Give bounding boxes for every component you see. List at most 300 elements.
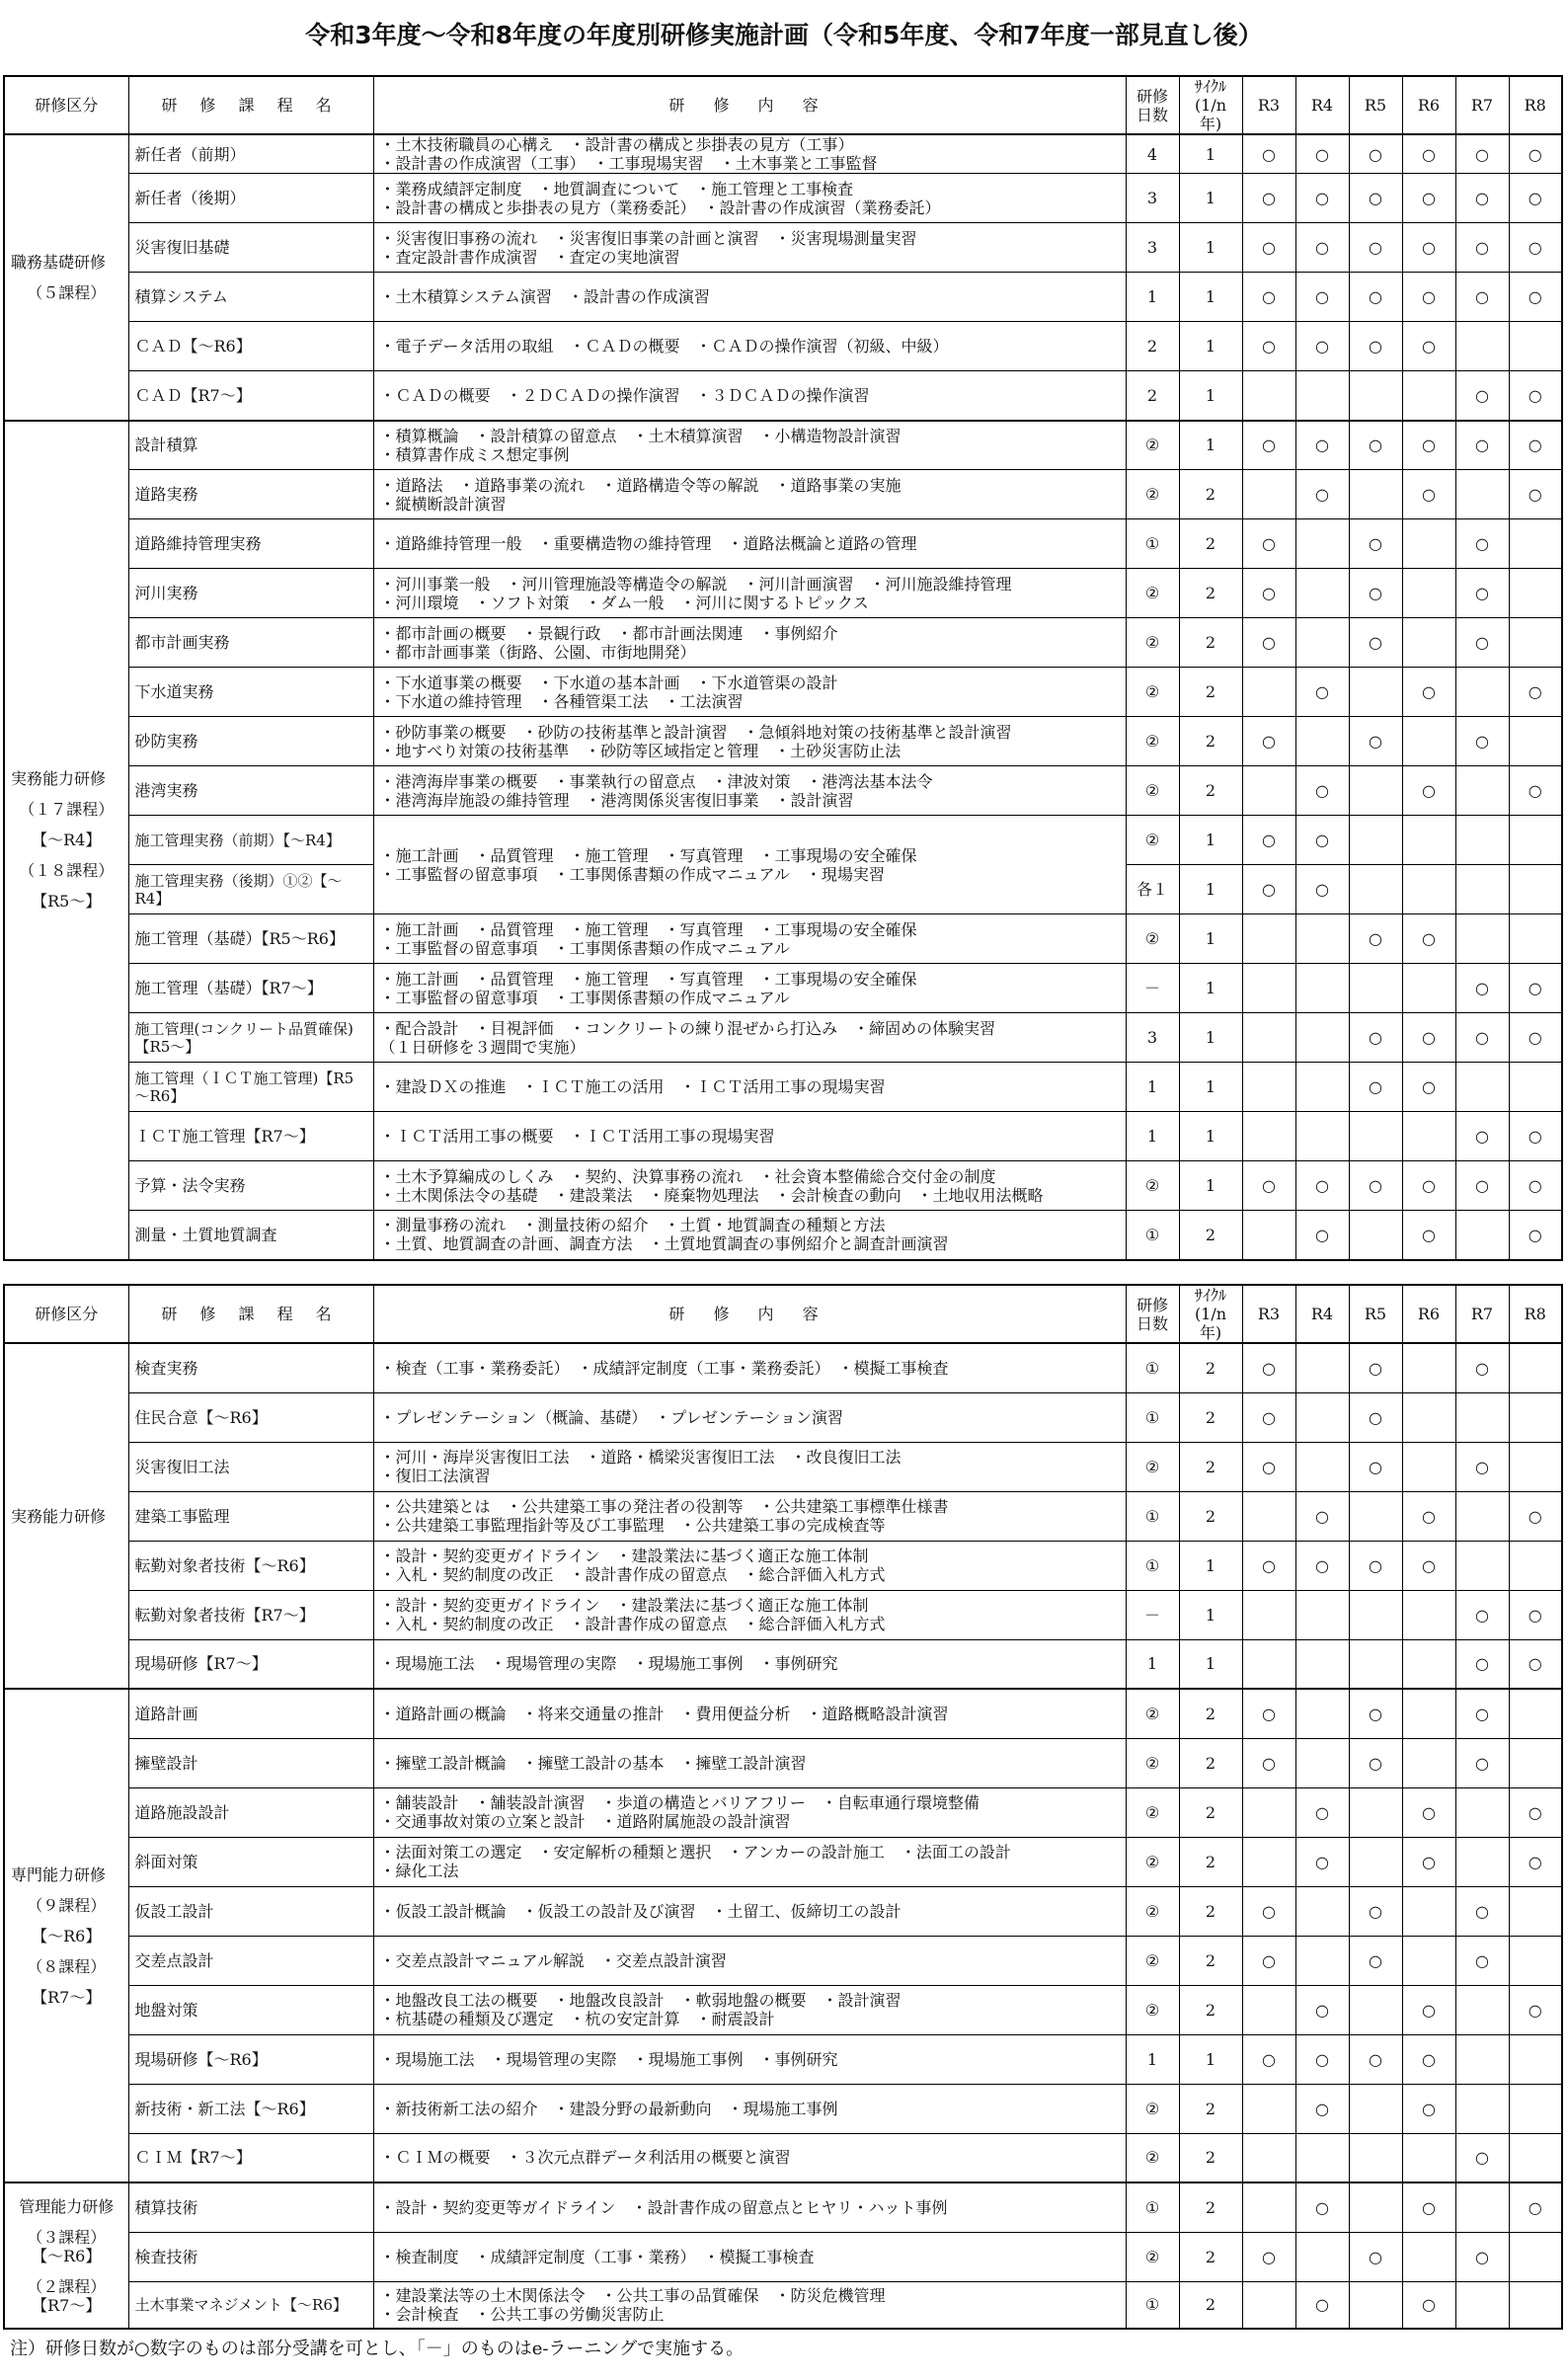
course-name: 検査実務 xyxy=(128,1343,373,1392)
course-name: 積算技術 xyxy=(128,2182,373,2232)
year-R5-mark: ○ xyxy=(1349,1392,1402,1442)
year-R7-mark: ○ xyxy=(1455,223,1509,273)
course-content xyxy=(373,1161,1126,1211)
year-R5-mark: ○ xyxy=(1349,1738,1402,1787)
course-name: 砂防実務 xyxy=(128,717,373,766)
year-R3-mark xyxy=(1242,2084,1295,2133)
training-days: 3 xyxy=(1126,223,1179,273)
year-R4-mark xyxy=(1295,964,1349,1013)
course-row xyxy=(4,421,1562,470)
year-R4-mark xyxy=(1295,1689,1349,1738)
footnote: 注）研修日数が○数字のものは部分受講を可とし、「－」のものはe-ラーニングで実施する。 xyxy=(10,2339,745,2359)
cycle-years: 1 xyxy=(1179,1112,1242,1161)
content-line: ・設計・契約変更ガイドライン ・建設業法に基づく適正な施工体制 xyxy=(379,1596,869,1615)
year-R3-mark xyxy=(1242,1491,1295,1541)
year-R6-mark xyxy=(1402,2133,1455,2182)
training-days: 各１ xyxy=(1126,865,1179,914)
course-row xyxy=(4,1689,1562,1738)
cycle-years: 2 xyxy=(1179,1491,1242,1541)
training-days: ② xyxy=(1126,470,1179,519)
year-R6-mark xyxy=(1402,618,1455,668)
year-R8-mark xyxy=(1509,1886,1562,1936)
course-name: 予算・法令実務 xyxy=(128,1161,373,1211)
year-R4-mark xyxy=(1295,1013,1349,1063)
year-R5-mark: ○ xyxy=(1349,134,1402,174)
training-days: ② xyxy=(1126,2084,1179,2133)
category-line xyxy=(11,849,122,861)
year-R3-mark xyxy=(1242,668,1295,717)
year-R3-mark xyxy=(1242,964,1295,1013)
course-content xyxy=(373,470,1126,519)
content-line: ・災害復旧事務の流れ ・災害復旧事業の計画と演習 ・災害現場測量実習 xyxy=(379,228,917,248)
cycle-years: 1 xyxy=(1179,174,1242,223)
cycle-years: 2 xyxy=(1179,2084,1242,2133)
course-row xyxy=(4,717,1562,766)
content-line: ・会計検査 ・公共工事の労働災害防止 xyxy=(379,2304,665,2324)
course-name: 新任者（後期） xyxy=(128,174,373,223)
category-line xyxy=(11,2216,122,2228)
course-row xyxy=(4,1886,1562,1936)
content-line: ・建設業法等の土木関係法令 ・公共工事の品質確保 ・防災危機管理 xyxy=(379,2285,886,2305)
year-R5-mark: ○ xyxy=(1349,1343,1402,1392)
course-name: 仮設工設計 xyxy=(128,1886,373,1936)
course-row xyxy=(4,2281,1562,2329)
year-R6-mark: ○ xyxy=(1402,1491,1455,1541)
course-content xyxy=(373,618,1126,668)
course-content xyxy=(373,1491,1126,1541)
year-R4-mark xyxy=(1295,1063,1349,1112)
year-R7-mark: ○ xyxy=(1455,519,1509,569)
content-line: ・現場施工法 ・現場管理の実際 ・現場施工事例 ・事例研究 xyxy=(379,1654,838,1674)
content-line: ・地すべり対策の技術基準 ・砂防等区域指定と管理 ・土砂災害防止法 xyxy=(379,741,902,760)
cycle-years: 2 xyxy=(1179,1442,1242,1491)
year-R7-mark: ○ xyxy=(1455,1886,1509,1936)
course-row xyxy=(4,2034,1562,2084)
content-line: ・緑化工法 xyxy=(379,1862,459,1880)
course-row xyxy=(4,766,1562,816)
course-row xyxy=(4,2084,1562,2133)
year-R8-mark: ○ xyxy=(1509,470,1562,519)
cycle-years: 2 xyxy=(1179,2182,1242,2232)
year-R6-mark: ○ xyxy=(1402,2281,1455,2329)
year-R6-mark: ○ xyxy=(1402,134,1455,174)
header-year-R4: R4 xyxy=(1295,1285,1349,1343)
year-R3-mark xyxy=(1242,1112,1295,1161)
course-name: 検査技術 xyxy=(128,2232,373,2281)
year-R7-mark xyxy=(1455,1392,1509,1442)
training-plan-table-1 xyxy=(3,75,1563,1261)
year-R3-mark: ○ xyxy=(1242,1689,1295,1738)
year-R4-mark xyxy=(1295,1639,1349,1689)
course-name: 積算システム xyxy=(128,273,373,322)
year-R7-mark xyxy=(1455,2084,1509,2133)
year-R7-mark xyxy=(1455,470,1509,519)
year-R7-mark: ○ xyxy=(1455,1013,1509,1063)
year-R6-mark: ○ xyxy=(1402,2084,1455,2133)
year-R8-mark xyxy=(1509,2232,1562,2281)
year-R6-mark xyxy=(1402,816,1455,865)
content-line: ・下水道の維持管理 ・各種管渠工法 ・工法演習 xyxy=(379,691,744,711)
course-row xyxy=(4,1491,1562,1541)
course-content xyxy=(373,2182,1126,2232)
course-content xyxy=(373,174,1126,223)
course-content xyxy=(373,322,1126,371)
year-R4-mark: ○ xyxy=(1295,470,1349,519)
year-R8-mark xyxy=(1509,717,1562,766)
cycle-years: 2 xyxy=(1179,2232,1242,2281)
year-R6-mark xyxy=(1402,865,1455,914)
course-row xyxy=(4,322,1562,371)
year-R5-mark: ○ xyxy=(1349,1689,1402,1738)
year-R3-mark: ○ xyxy=(1242,2034,1295,2084)
year-R3-mark xyxy=(1242,1211,1295,1260)
year-R5-mark: ○ xyxy=(1349,1442,1402,1491)
training-days: ② xyxy=(1126,1689,1179,1738)
year-R7-mark xyxy=(1455,322,1509,371)
year-R3-mark: ○ xyxy=(1242,2232,1295,2281)
content-line: ・プレゼンテーション（概論、基礎） ・プレゼンテーション演習 xyxy=(379,1407,843,1427)
year-R4-mark xyxy=(1295,1112,1349,1161)
content-line: ・河川・海岸災害復旧工法 ・道路・橋梁災害復旧工法 ・改良復旧工法 xyxy=(379,1448,902,1467)
year-R4-mark xyxy=(1295,1442,1349,1491)
course-content xyxy=(373,1837,1126,1886)
year-R8-mark: ○ xyxy=(1509,1211,1562,1260)
year-R4-mark: ○ xyxy=(1295,174,1349,223)
course-content xyxy=(373,1689,1126,1738)
course-content xyxy=(373,1541,1126,1590)
content-line: ・港湾海岸事業の概要 ・事業執行の留意点 ・津波対策 ・港湾法基本法令 xyxy=(379,771,933,791)
training-days: 3 xyxy=(1126,174,1179,223)
year-R6-mark: ○ xyxy=(1402,766,1455,816)
content-line: ・査定設計書作成演習 ・査定の実地演習 xyxy=(379,247,680,267)
year-R4-mark: ○ xyxy=(1295,865,1349,914)
training-days: ② xyxy=(1126,1787,1179,1837)
header-year-R5: R5 xyxy=(1349,1285,1402,1343)
training-days: 1 xyxy=(1126,1639,1179,1689)
year-R6-mark xyxy=(1402,1112,1455,1161)
year-R8-mark xyxy=(1509,865,1562,914)
year-R6-mark: ○ xyxy=(1402,1211,1455,1260)
content-line: ・縦横断設計演習 xyxy=(379,494,507,514)
course-name: ＣＡＤ【～R6】 xyxy=(128,322,373,371)
year-R4-mark: ○ xyxy=(1295,816,1349,865)
content-line: ・施工計画 ・品質管理 ・施工管理 ・写真管理 ・工事現場の安全確保 xyxy=(379,919,917,939)
training-days: 2 xyxy=(1126,322,1179,371)
year-R4-mark xyxy=(1295,1886,1349,1936)
cycle-years: 1 xyxy=(1179,1013,1242,1063)
year-R3-mark: ○ xyxy=(1242,1161,1295,1211)
category-line xyxy=(11,1915,122,1927)
year-R3-mark: ○ xyxy=(1242,717,1295,766)
year-R4-mark xyxy=(1295,519,1349,569)
category-line: 【R7～】 xyxy=(32,1987,102,2007)
course-content xyxy=(373,1343,1126,1392)
year-R6-mark: ○ xyxy=(1402,322,1455,371)
category-line xyxy=(11,2265,122,2277)
year-R8-mark: ○ xyxy=(1509,174,1562,223)
year-R4-mark: ○ xyxy=(1295,2182,1349,2232)
year-R7-mark xyxy=(1455,766,1509,816)
year-R5-mark: ○ xyxy=(1349,1013,1402,1063)
year-R3-mark xyxy=(1242,2281,1295,2329)
year-R6-mark: ○ xyxy=(1402,668,1455,717)
year-R5-mark xyxy=(1349,766,1402,816)
training-days: ① xyxy=(1126,519,1179,569)
year-R5-mark xyxy=(1349,1211,1402,1260)
year-R7-mark: ○ xyxy=(1455,1343,1509,1392)
year-R8-mark: ○ xyxy=(1509,766,1562,816)
year-R6-mark: ○ xyxy=(1402,2034,1455,2084)
year-R4-mark: ○ xyxy=(1295,223,1349,273)
year-R3-mark xyxy=(1242,2133,1295,2182)
year-R8-mark: ○ xyxy=(1509,2182,1562,2232)
year-R3-mark: ○ xyxy=(1242,134,1295,174)
cycle-years: 2 xyxy=(1179,1343,1242,1392)
cycle-years: 1 xyxy=(1179,1161,1242,1211)
content-line: ・土木技術職員の心構え ・設計書の構成と歩掛表の見方（工事） xyxy=(379,135,854,154)
category-line: 職務基礎研修 xyxy=(11,252,107,272)
year-R7-mark: ○ xyxy=(1455,569,1509,618)
content-line: ・現場施工法 ・現場管理の実際 ・現場施工事例 ・事例研究 xyxy=(379,2049,838,2069)
course-name: 道路実務 xyxy=(128,470,373,519)
year-R5-mark xyxy=(1349,2133,1402,2182)
course-name: 施工管理（基礎）【R5～R6】 xyxy=(128,914,373,964)
course-name: ＩＣＴ施工管理【R7～】 xyxy=(128,1112,373,1161)
year-R8-mark xyxy=(1509,2084,1562,2133)
year-R3-mark xyxy=(1242,1013,1295,1063)
course-row xyxy=(4,174,1562,223)
year-R8-mark: ○ xyxy=(1509,273,1562,322)
training-days: 2 xyxy=(1126,371,1179,421)
course-row xyxy=(4,668,1562,717)
training-days: ② xyxy=(1126,2133,1179,2182)
header-year-R8: R8 xyxy=(1509,76,1562,134)
year-R7-mark: ○ xyxy=(1455,1112,1509,1161)
year-R5-mark: ○ xyxy=(1349,174,1402,223)
training-days: ② xyxy=(1126,914,1179,964)
content-line: ・道路計画の概論 ・将来交通量の推計 ・費用便益分析 ・道路概略設計演習 xyxy=(379,1704,949,1723)
course-name: 災害復旧基礎 xyxy=(128,223,373,273)
category-cell xyxy=(4,2182,128,2329)
cycle-years: 2 xyxy=(1179,1985,1242,2034)
content-line: ・設計・契約変更ガイドライン ・建設業法に基づく適正な施工体制 xyxy=(379,1547,869,1565)
cycle-years: 2 xyxy=(1179,1787,1242,1837)
year-R8-mark xyxy=(1509,569,1562,618)
training-days: ① xyxy=(1126,1343,1179,1392)
year-R3-mark: ○ xyxy=(1242,1442,1295,1491)
course-content xyxy=(373,1013,1126,1063)
training-days: ② xyxy=(1126,1442,1179,1491)
training-days: ② xyxy=(1126,2232,1179,2281)
year-R4-mark xyxy=(1295,618,1349,668)
content-line: ・港湾海岸施設の維持管理 ・港湾関係災害復旧事業 ・設計演習 xyxy=(379,790,854,810)
year-R6-mark: ○ xyxy=(1402,470,1455,519)
year-R3-mark: ○ xyxy=(1242,816,1295,865)
year-R8-mark xyxy=(1509,322,1562,371)
year-R3-mark xyxy=(1242,371,1295,421)
year-R6-mark: ○ xyxy=(1402,1985,1455,2034)
content-line: ・検査制度 ・成績評定制度（工事・業務） ・模擬工事検査 xyxy=(379,2247,815,2266)
cycle-years: 2 xyxy=(1179,519,1242,569)
content-line: ・新技術新工法の紹介 ・建設分野の最新動向 ・現場施工事例 xyxy=(379,2099,838,2118)
year-R3-mark: ○ xyxy=(1242,1541,1295,1590)
course-name: 施工管理実務（後期）①②【～R4】 xyxy=(128,865,373,914)
year-R8-mark xyxy=(1509,1343,1562,1392)
course-content xyxy=(373,766,1126,816)
header-cycle: ｻｲｸﾙ(1/n年) xyxy=(1179,1285,1242,1343)
category-line: （５課程） xyxy=(27,282,107,302)
content-line: ・設計書の構成と歩掛表の見方（業務委託） ・設計書の作成演習（業務委託） xyxy=(379,198,941,217)
year-R7-mark xyxy=(1455,2182,1509,2232)
course-name: 測量・土質地質調査 xyxy=(128,1211,373,1260)
content-line: ・砂防事業の概要 ・砂防の技術基準と設計演習 ・急傾斜地対策の技術基準と設計演習 xyxy=(379,722,1012,742)
training-days: ② xyxy=(1126,1936,1179,1985)
content-line: ・配合設計 ・目視評価 ・コンクリートの練り混ぜから打込み ・締固めの体験実習 xyxy=(379,1018,996,1038)
header-year-R3: R3 xyxy=(1242,1285,1295,1343)
content-line: ・ＣＩＭの概要 ・３次元点群データ利活用の概要と演習 xyxy=(379,2148,791,2168)
course-name: 建築工事監理 xyxy=(128,1491,373,1541)
year-R5-mark xyxy=(1349,1787,1402,1837)
content-line: ・工事監督の留意事項 ・工事関係書類の作成マニュアル xyxy=(379,938,790,958)
course-row xyxy=(4,1063,1562,1112)
header-course: 研 修 課 程 名 xyxy=(128,76,373,134)
training-days: 1 xyxy=(1126,2034,1179,2084)
content-line: ・法面対策工の選定 ・安定解析の種類と選択 ・アンカーの設計施工 ・法面工の設計 xyxy=(379,1843,1011,1862)
course-content xyxy=(373,1639,1126,1689)
training-days: ② xyxy=(1126,569,1179,618)
course-content xyxy=(373,1738,1126,1787)
category-line xyxy=(11,880,122,892)
cycle-years: 1 xyxy=(1179,134,1242,174)
content-line: ・土質、地質調査の計画、調査方法 ・土質地質調査の事例紹介と調査計画演習 xyxy=(379,1234,949,1254)
content-line: ・土木関係法令の基礎 ・建設業法 ・廃棄物処理法 ・会計検査の動向 ・土地収用法概略 xyxy=(379,1185,1044,1205)
course-row xyxy=(4,134,1562,174)
year-R4-mark: ○ xyxy=(1295,2084,1349,2133)
year-R3-mark: ○ xyxy=(1242,618,1295,668)
year-R4-mark: ○ xyxy=(1295,322,1349,371)
content-line: ・河川環境 ・ソフト対策 ・ダム一般 ・河川に関するトピックス xyxy=(379,593,869,612)
content-line: ・設計書の作成演習（工事） ・工事現場実習 ・土木事業と工事監督 xyxy=(379,154,878,173)
year-R3-mark: ○ xyxy=(1242,1392,1295,1442)
year-R8-mark xyxy=(1509,1936,1562,1985)
year-R8-mark: ○ xyxy=(1509,1590,1562,1639)
cycle-years: 2 xyxy=(1179,1211,1242,1260)
course-name: 擁壁設計 xyxy=(128,1738,373,1787)
year-R8-mark: ○ xyxy=(1509,1639,1562,1689)
year-R6-mark: ○ xyxy=(1402,914,1455,964)
year-R6-mark: ○ xyxy=(1402,1787,1455,1837)
year-R3-mark: ○ xyxy=(1242,865,1295,914)
header-content: 研 修 内 容 xyxy=(373,76,1126,134)
content-line: ・積算概論 ・設計積算の留意点 ・土木積算演習 ・小構造物設計演習 xyxy=(379,426,902,445)
course-row xyxy=(4,964,1562,1013)
year-R3-mark: ○ xyxy=(1242,1936,1295,1985)
content-line: ・土木予算編成のしくみ ・契約、決算事務の流れ ・社会資本整備総合交付金の制度 xyxy=(379,1166,996,1186)
cycle-years: 1 xyxy=(1179,964,1242,1013)
year-R4-mark: ○ xyxy=(1295,1837,1349,1886)
course-name: 現場研修【R7～】 xyxy=(128,1639,373,1689)
content-line: ・施工計画 ・品質管理 ・施工管理 ・写真管理 ・工事現場の安全確保 xyxy=(379,969,917,989)
year-R6-mark xyxy=(1402,1689,1455,1738)
year-R6-mark xyxy=(1402,1392,1455,1442)
year-R6-mark: ○ xyxy=(1402,1541,1455,1590)
year-R8-mark: ○ xyxy=(1509,134,1562,174)
cycle-years: 1 xyxy=(1179,322,1242,371)
category-line: 【R7～】 xyxy=(32,2295,102,2315)
content-line: ・業務成績評定制度 ・地質調査について ・施工管理と工事検査 xyxy=(379,179,854,198)
cycle-years: 2 xyxy=(1179,668,1242,717)
header-days: 研修日数 xyxy=(1126,76,1179,134)
cycle-years: 2 xyxy=(1179,1936,1242,1985)
content-line: ・測量事務の流れ ・測量技術の紹介 ・土質・地質調査の種類と方法 xyxy=(379,1216,886,1235)
course-content xyxy=(373,134,1126,174)
year-R8-mark xyxy=(1509,519,1562,569)
content-line: ・道路法 ・道路事業の流れ ・道路構造令等の解説 ・道路事業の実施 xyxy=(379,475,902,495)
year-R5-mark xyxy=(1349,964,1402,1013)
cycle-years: 1 xyxy=(1179,865,1242,914)
content-line: ・ＣＡＤの概要 ・２ＤＣＡＤの操作演習 ・３ＤＣＡＤの操作演習 xyxy=(379,385,870,405)
header-category: 研修区分 xyxy=(4,76,128,134)
year-R4-mark xyxy=(1295,1590,1349,1639)
year-R3-mark xyxy=(1242,1787,1295,1837)
year-R7-mark: ○ xyxy=(1455,371,1509,421)
content-line: ・下水道事業の概要 ・下水道の基本計画 ・下水道管渠の設計 xyxy=(379,673,838,692)
content-line: ・都市計画事業（街路、公園、市街地開発） xyxy=(379,642,696,662)
year-R3-mark xyxy=(1242,1985,1295,2034)
course-name: ＣＩＭ【R7～】 xyxy=(128,2133,373,2182)
header-content: 研 修 内 容 xyxy=(373,1285,1126,1343)
year-R5-mark xyxy=(1349,1491,1402,1541)
cycle-years: 2 xyxy=(1179,766,1242,816)
year-R6-mark: ○ xyxy=(1402,2182,1455,2232)
cycle-years: 2 xyxy=(1179,1738,1242,1787)
category-line xyxy=(11,1976,122,1988)
course-row xyxy=(4,1541,1562,1590)
year-R4-mark: ○ xyxy=(1295,668,1349,717)
category-line: 実務能力研修 xyxy=(11,1506,107,1526)
course-content xyxy=(373,1787,1126,1837)
course-content xyxy=(373,273,1126,322)
training-days: ② xyxy=(1126,766,1179,816)
content-line: ・設計・契約変更等ガイドライン ・設計書作成の留意点とヒヤリ・ハット事例 xyxy=(379,2197,948,2217)
year-R5-mark xyxy=(1349,816,1402,865)
year-R7-mark: ○ xyxy=(1455,1161,1509,1211)
header-days: 研修日数 xyxy=(1126,1285,1179,1343)
year-R6-mark xyxy=(1402,569,1455,618)
year-R7-mark: ○ xyxy=(1455,174,1509,223)
training-days: ② xyxy=(1126,1161,1179,1211)
year-R8-mark xyxy=(1509,1541,1562,1590)
category-cell xyxy=(4,1689,128,2182)
header-course: 研 修 課 程 名 xyxy=(128,1285,373,1343)
cycle-years: 2 xyxy=(1179,1689,1242,1738)
course-row xyxy=(4,1442,1562,1491)
course-row xyxy=(4,1013,1562,1063)
header-cycle: ｻｲｸﾙ(1/n年) xyxy=(1179,76,1242,134)
content-line: ・入札・契約制度の改正 ・設計書作成の留意点 ・総合評価入札方式 xyxy=(379,1565,886,1584)
training-days: ② xyxy=(1126,1837,1179,1886)
course-name: 斜面対策 xyxy=(128,1837,373,1886)
training-days: ① xyxy=(1126,1491,1179,1541)
year-R6-mark xyxy=(1402,1886,1455,1936)
course-name: 現場研修【～R6】 xyxy=(128,2034,373,2084)
year-R6-mark: ○ xyxy=(1402,1013,1455,1063)
header-year-R6: R6 xyxy=(1402,76,1455,134)
year-R8-mark xyxy=(1509,1689,1562,1738)
content-line: ・電子データ活用の取組 ・ＣＡＤの概要 ・ＣＡＤの操作演習（初級、中級） xyxy=(379,337,949,356)
year-R4-mark: ○ xyxy=(1295,1985,1349,2034)
year-R5-mark: ○ xyxy=(1349,519,1402,569)
